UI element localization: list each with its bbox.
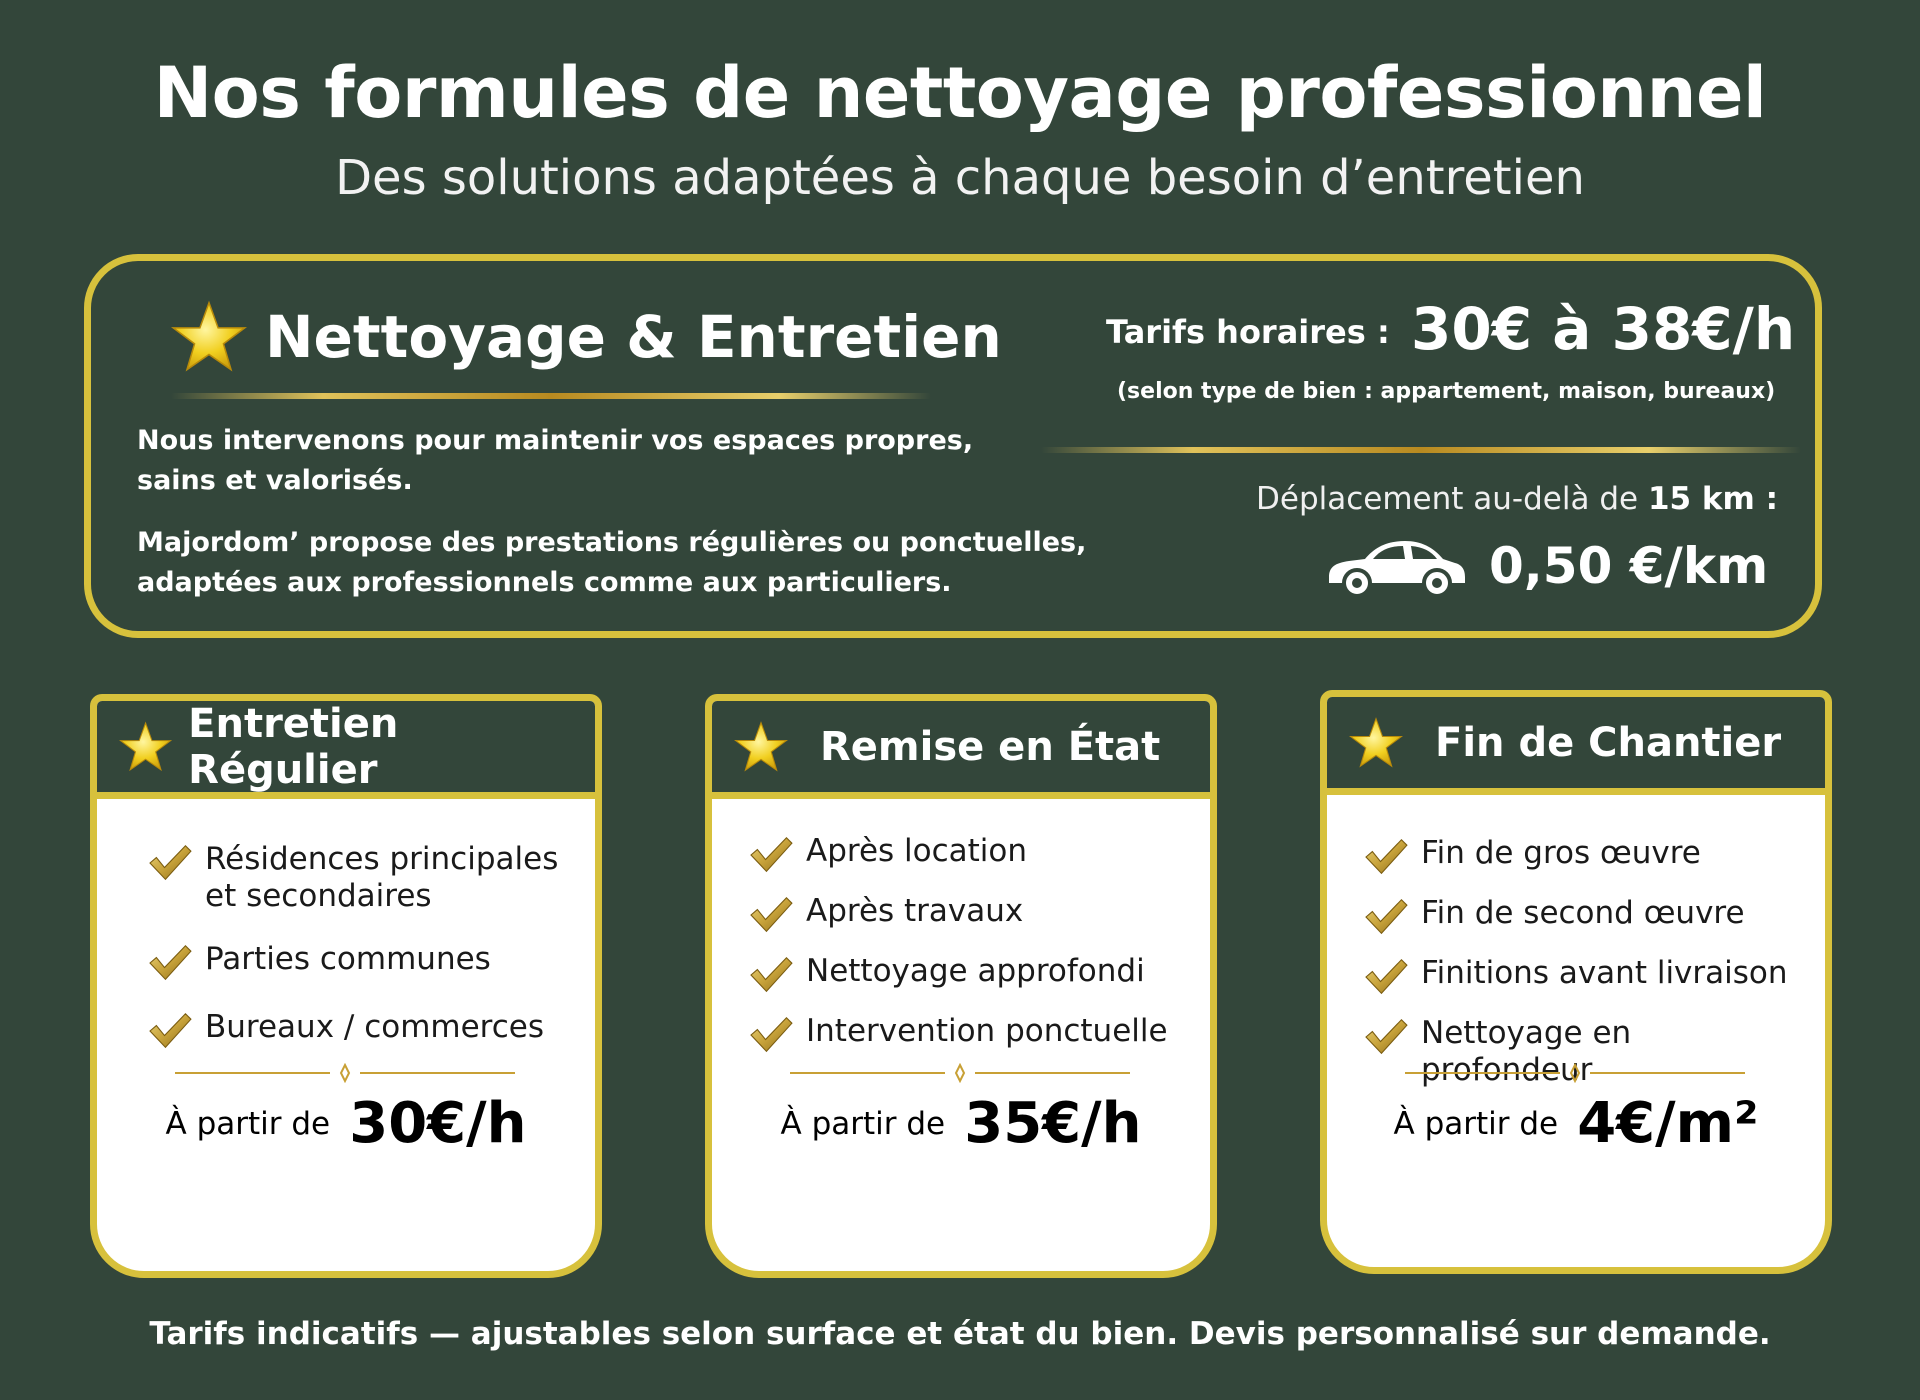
list-item-text: Parties communes: [205, 941, 491, 977]
price-value: 30€/h: [349, 1091, 527, 1156]
list-item-text: Bureaux / commerces: [205, 1009, 545, 1045]
travel-distance: 15 km :: [1647, 481, 1778, 517]
card-price: [1327, 1091, 1825, 1156]
check-icon: [748, 895, 794, 935]
card-header: [1327, 697, 1825, 795]
list-item: [748, 893, 1188, 935]
travel-text: [1256, 481, 1778, 517]
check-icon: [147, 943, 193, 983]
hero-paragraph-2: Majordom’ propose des prestations régulières ou ponctuelles, adaptées aux professionnels comme aux particuliers.: [137, 527, 1087, 598]
card-title: Remise en État: [820, 723, 1161, 770]
travel-label: Déplacement au-delà de: [1256, 481, 1639, 517]
price-prefix: À partir de: [1393, 1105, 1559, 1142]
card-title: Entretien Régulier: [188, 700, 399, 793]
hero-paragraph-1: Nous intervenons pour maintenir vos espaces propres, sains et valorisés.: [137, 425, 974, 496]
rate-value: 30€ à 38€/h: [1411, 295, 1796, 363]
page-subtitle: Des solutions adaptées à chaque besoin d’entretien: [335, 150, 1585, 206]
list-item: [147, 841, 587, 915]
star-icon: [1349, 716, 1403, 770]
list-item: [748, 833, 1188, 875]
list-item-text: Nettoyage en profondeur: [1421, 1015, 1632, 1088]
check-icon: [1363, 897, 1409, 937]
rate-label: Tarifs horaires :: [1106, 313, 1390, 351]
list-item-text: Nettoyage approfondi: [806, 953, 1145, 989]
travel-price: 0,50 €/km: [1489, 537, 1769, 595]
check-icon: [147, 1011, 193, 1051]
list-item-text: Fin de gros œuvre: [1421, 835, 1701, 871]
check-icon: [147, 843, 193, 883]
list-item-text: Après location: [806, 833, 1028, 869]
hero-divider-right: [1041, 447, 1801, 453]
card-list: [748, 833, 1188, 1073]
card-header: [712, 701, 1210, 799]
check-icon: [748, 835, 794, 875]
card-price: [97, 1091, 595, 1156]
list-item: [748, 953, 1188, 995]
list-item: [748, 1013, 1188, 1055]
check-icon: [1363, 1017, 1409, 1057]
list-item: [1363, 955, 1803, 997]
list-item-text: Finitions avant livraison: [1421, 955, 1788, 991]
hero-panel: [84, 254, 1822, 638]
check-icon: [748, 955, 794, 995]
rate-note: (selon type de bien : appartement, maison, bureaux): [1117, 379, 1776, 404]
list-item: [147, 1009, 587, 1051]
price-prefix: À partir de: [780, 1105, 946, 1142]
star-icon: [734, 720, 788, 774]
star-icon: [171, 299, 247, 375]
card-remise-en-etat: [705, 694, 1217, 1278]
ornament-divider: [175, 1063, 515, 1083]
list-item: [1363, 895, 1803, 937]
list-item-text: Intervention ponctuelle: [806, 1013, 1168, 1049]
list-item: [1363, 835, 1803, 877]
check-icon: [1363, 837, 1409, 877]
card-title: Fin de Chantier: [1435, 719, 1782, 766]
price-value: 35€/h: [964, 1091, 1142, 1156]
price-value: 4€/m²: [1577, 1091, 1759, 1156]
card-price: [712, 1091, 1210, 1156]
check-icon: [1363, 957, 1409, 997]
list-item-text: Fin de second œuvre: [1421, 895, 1745, 931]
hero-heading: [171, 299, 1002, 375]
ornament-divider: [790, 1063, 1130, 1083]
card-entretien-regulier: [90, 694, 602, 1278]
ornament-divider: [1405, 1063, 1745, 1083]
list-item-text: Résidences principales et secondaires: [205, 841, 559, 914]
card-fin-de-chantier: [1320, 690, 1832, 1274]
list-item: [147, 941, 587, 983]
list-item-text: Après travaux: [806, 893, 1024, 929]
hero-title: Nettoyage & Entretien: [265, 303, 1002, 371]
price-prefix: À partir de: [165, 1105, 331, 1142]
check-icon: [748, 1015, 794, 1055]
card-list: [147, 841, 587, 1069]
car-icon: [1321, 533, 1467, 599]
hero-divider-left: [171, 393, 931, 399]
star-icon: [119, 720, 172, 774]
page-title: Nos formules de nettoyage professionnel: [153, 52, 1767, 134]
card-header: [97, 701, 595, 799]
footer-note: Tarifs indicatifs — ajustables selon surface et état du bien. Devis personnalisé sur demande.: [149, 1316, 1771, 1352]
